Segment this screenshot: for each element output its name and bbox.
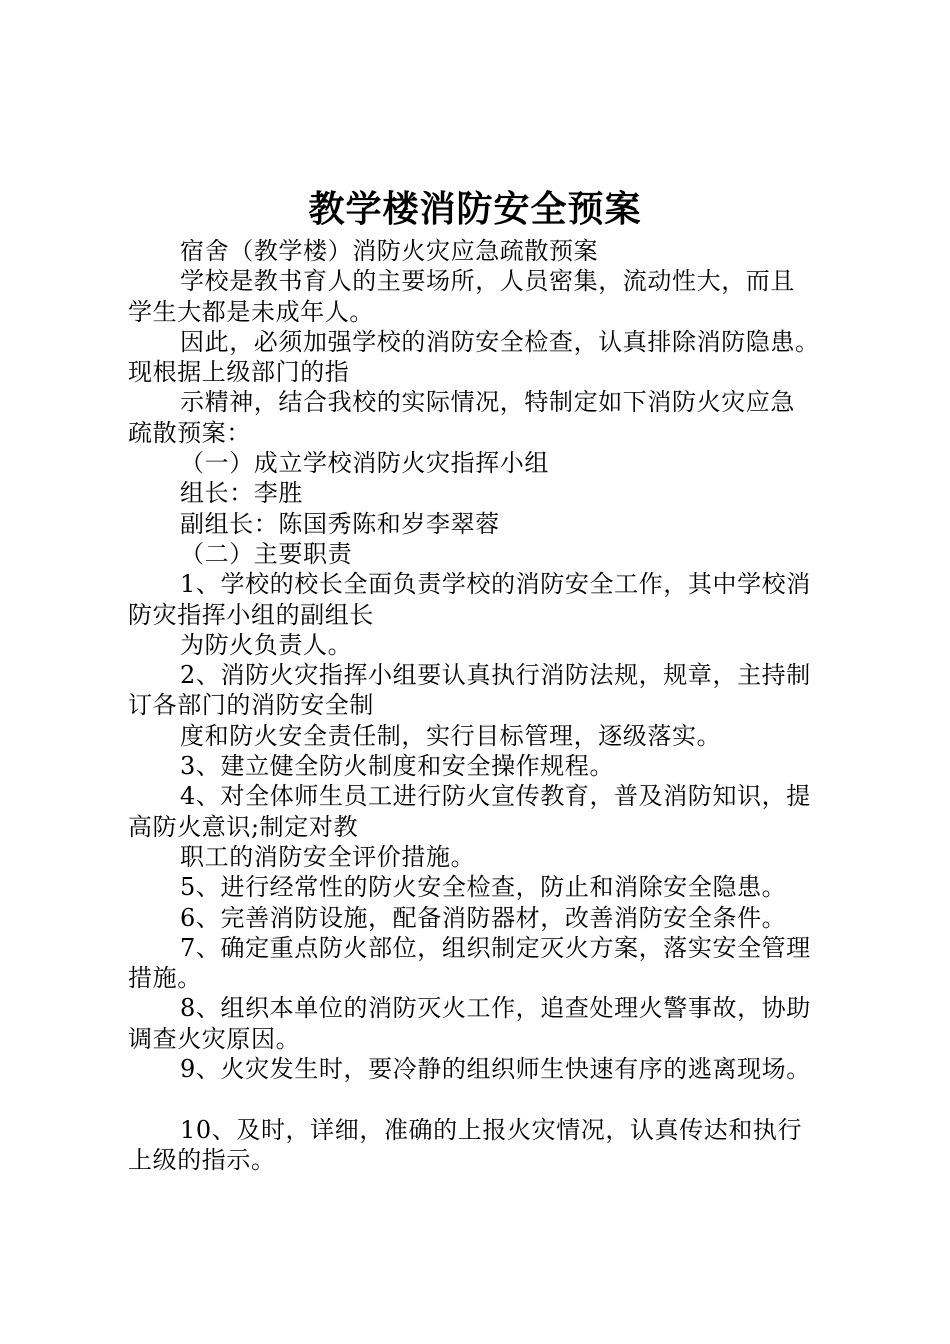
paragraph-line: 调查火灾原因。 xyxy=(128,1024,301,1053)
paragraph-line: 2、消防火灾指挥小组要认真执行消防法规，规章，主持制 xyxy=(180,661,811,690)
paragraph-line: 3、建立健全防火制度和安全操作规程。 xyxy=(180,752,615,781)
blank-line xyxy=(128,1084,840,1114)
paragraph-line: 高防火意识;制定对教 xyxy=(128,812,359,841)
paragraph-line: 上级的指示。 xyxy=(128,1145,276,1174)
paragraph-line: 订各部门的消防安全制 xyxy=(128,691,374,720)
paragraph-line: 职工的消防安全评价措施。 xyxy=(180,842,476,871)
document-body xyxy=(128,236,840,1175)
paragraph-line: 度和防火安全责任制，实行目标管理，逐级落实。 xyxy=(180,721,722,750)
document-title: 教学楼消防安全预案 xyxy=(308,188,642,230)
section-heading: （二）主要职责 xyxy=(180,539,353,568)
paragraph-line: 疏散预案： xyxy=(128,418,251,447)
section-heading: （一）成立学校消防火灾指挥小组 xyxy=(180,449,549,478)
paragraph-line: 10、及时，详细，准确的上报火灾情况，认真传达和执行 xyxy=(180,1115,803,1144)
paragraph-line: 7、确定重点防火部位，组织制定灭火方案，落实安全管理 xyxy=(180,933,811,962)
paragraph-line: 示精神，结合我校的实际情况，特制定如下消防火灾应急 xyxy=(180,388,795,417)
paragraph-line: 宿舍（教学楼）消防火灾应急疏散预案 xyxy=(180,237,599,265)
paragraph-line: 因此，必须加强学校的消防安全检查，认真排除消防隐患。 xyxy=(180,327,820,356)
paragraph-line: 9、火灾发生时，要冷静的组织师生快速有序的逃离现场。 xyxy=(180,1055,811,1084)
paragraph-line: 1、学校的校长全面负责学校的消防安全工作，其中学校消 xyxy=(180,570,811,599)
paragraph-line: 组长：李胜 xyxy=(180,479,303,508)
paragraph-line: 措施。 xyxy=(128,964,202,993)
paragraph-line: 8、组织本单位的消防灭火工作，追查处理火警事故，协助 xyxy=(180,994,811,1023)
paragraph-line: 6、完善消防设施，配备消防器材，改善消防安全条件。 xyxy=(180,903,787,932)
paragraph-line: 现根据上级部门的指 xyxy=(128,358,350,387)
paragraph-line: 为防火负责人。 xyxy=(180,630,353,659)
paragraph-line: 学校是教书育人的主要场所，人员密集，流动性大，而且 xyxy=(180,267,795,296)
paragraph-line: 防灾指挥小组的副组长 xyxy=(128,600,374,629)
paragraph-line: 学生大都是未成年人。 xyxy=(128,297,374,326)
paragraph-line: 副组长：陈国秀陈和岁李翠蓉 xyxy=(180,509,500,538)
paragraph-line: 5、进行经常性的防火安全检查，防止和消除安全隐患。 xyxy=(180,873,787,902)
paragraph-line: 4、对全体师生员工进行防火宣传教育，普及消防知识，提 xyxy=(180,782,811,811)
